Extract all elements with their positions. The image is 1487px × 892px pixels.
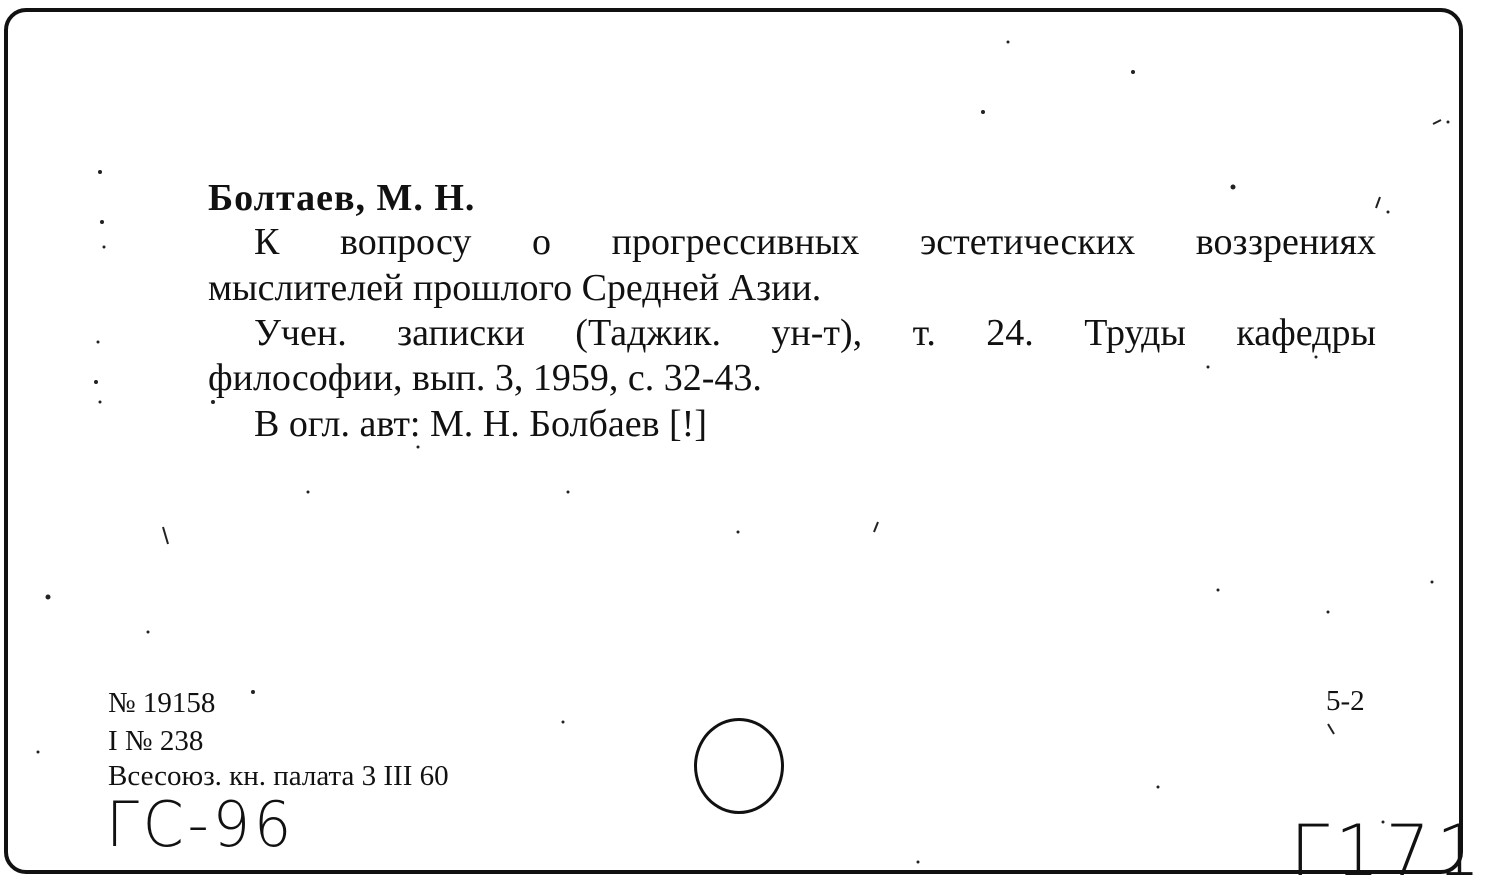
title-line-1: К вопросу о прогрессивных эстетических воззрениях [254,221,1376,263]
record-number: № 19158 [108,687,216,719]
record-number-secondary: I № 238 [108,725,204,757]
handwritten-code: Г171 [1290,810,1487,892]
author-name: Болтаев, М. Н. [208,177,476,219]
punch-hole [694,718,784,814]
source-line-2: философии, вып. 3, 1959, с. 32-43. [208,357,762,399]
contents-note: В огл. авт: М. Н. Болбаев [!] [254,403,707,445]
chamber-imprint: Всесоюз. кн. палата 3 III 60 [108,760,449,792]
title-line-2: мыслителей прошлого Средней Азии. [208,267,822,309]
catalog-card [4,8,1487,892]
classification-code: 5-2 [1326,685,1365,717]
source-line-1: Учен. записки (Таджик. ун-т), т. 24. Труды кафедры [254,312,1376,354]
handwritten-shelfmark: ГС-96 [106,788,296,861]
